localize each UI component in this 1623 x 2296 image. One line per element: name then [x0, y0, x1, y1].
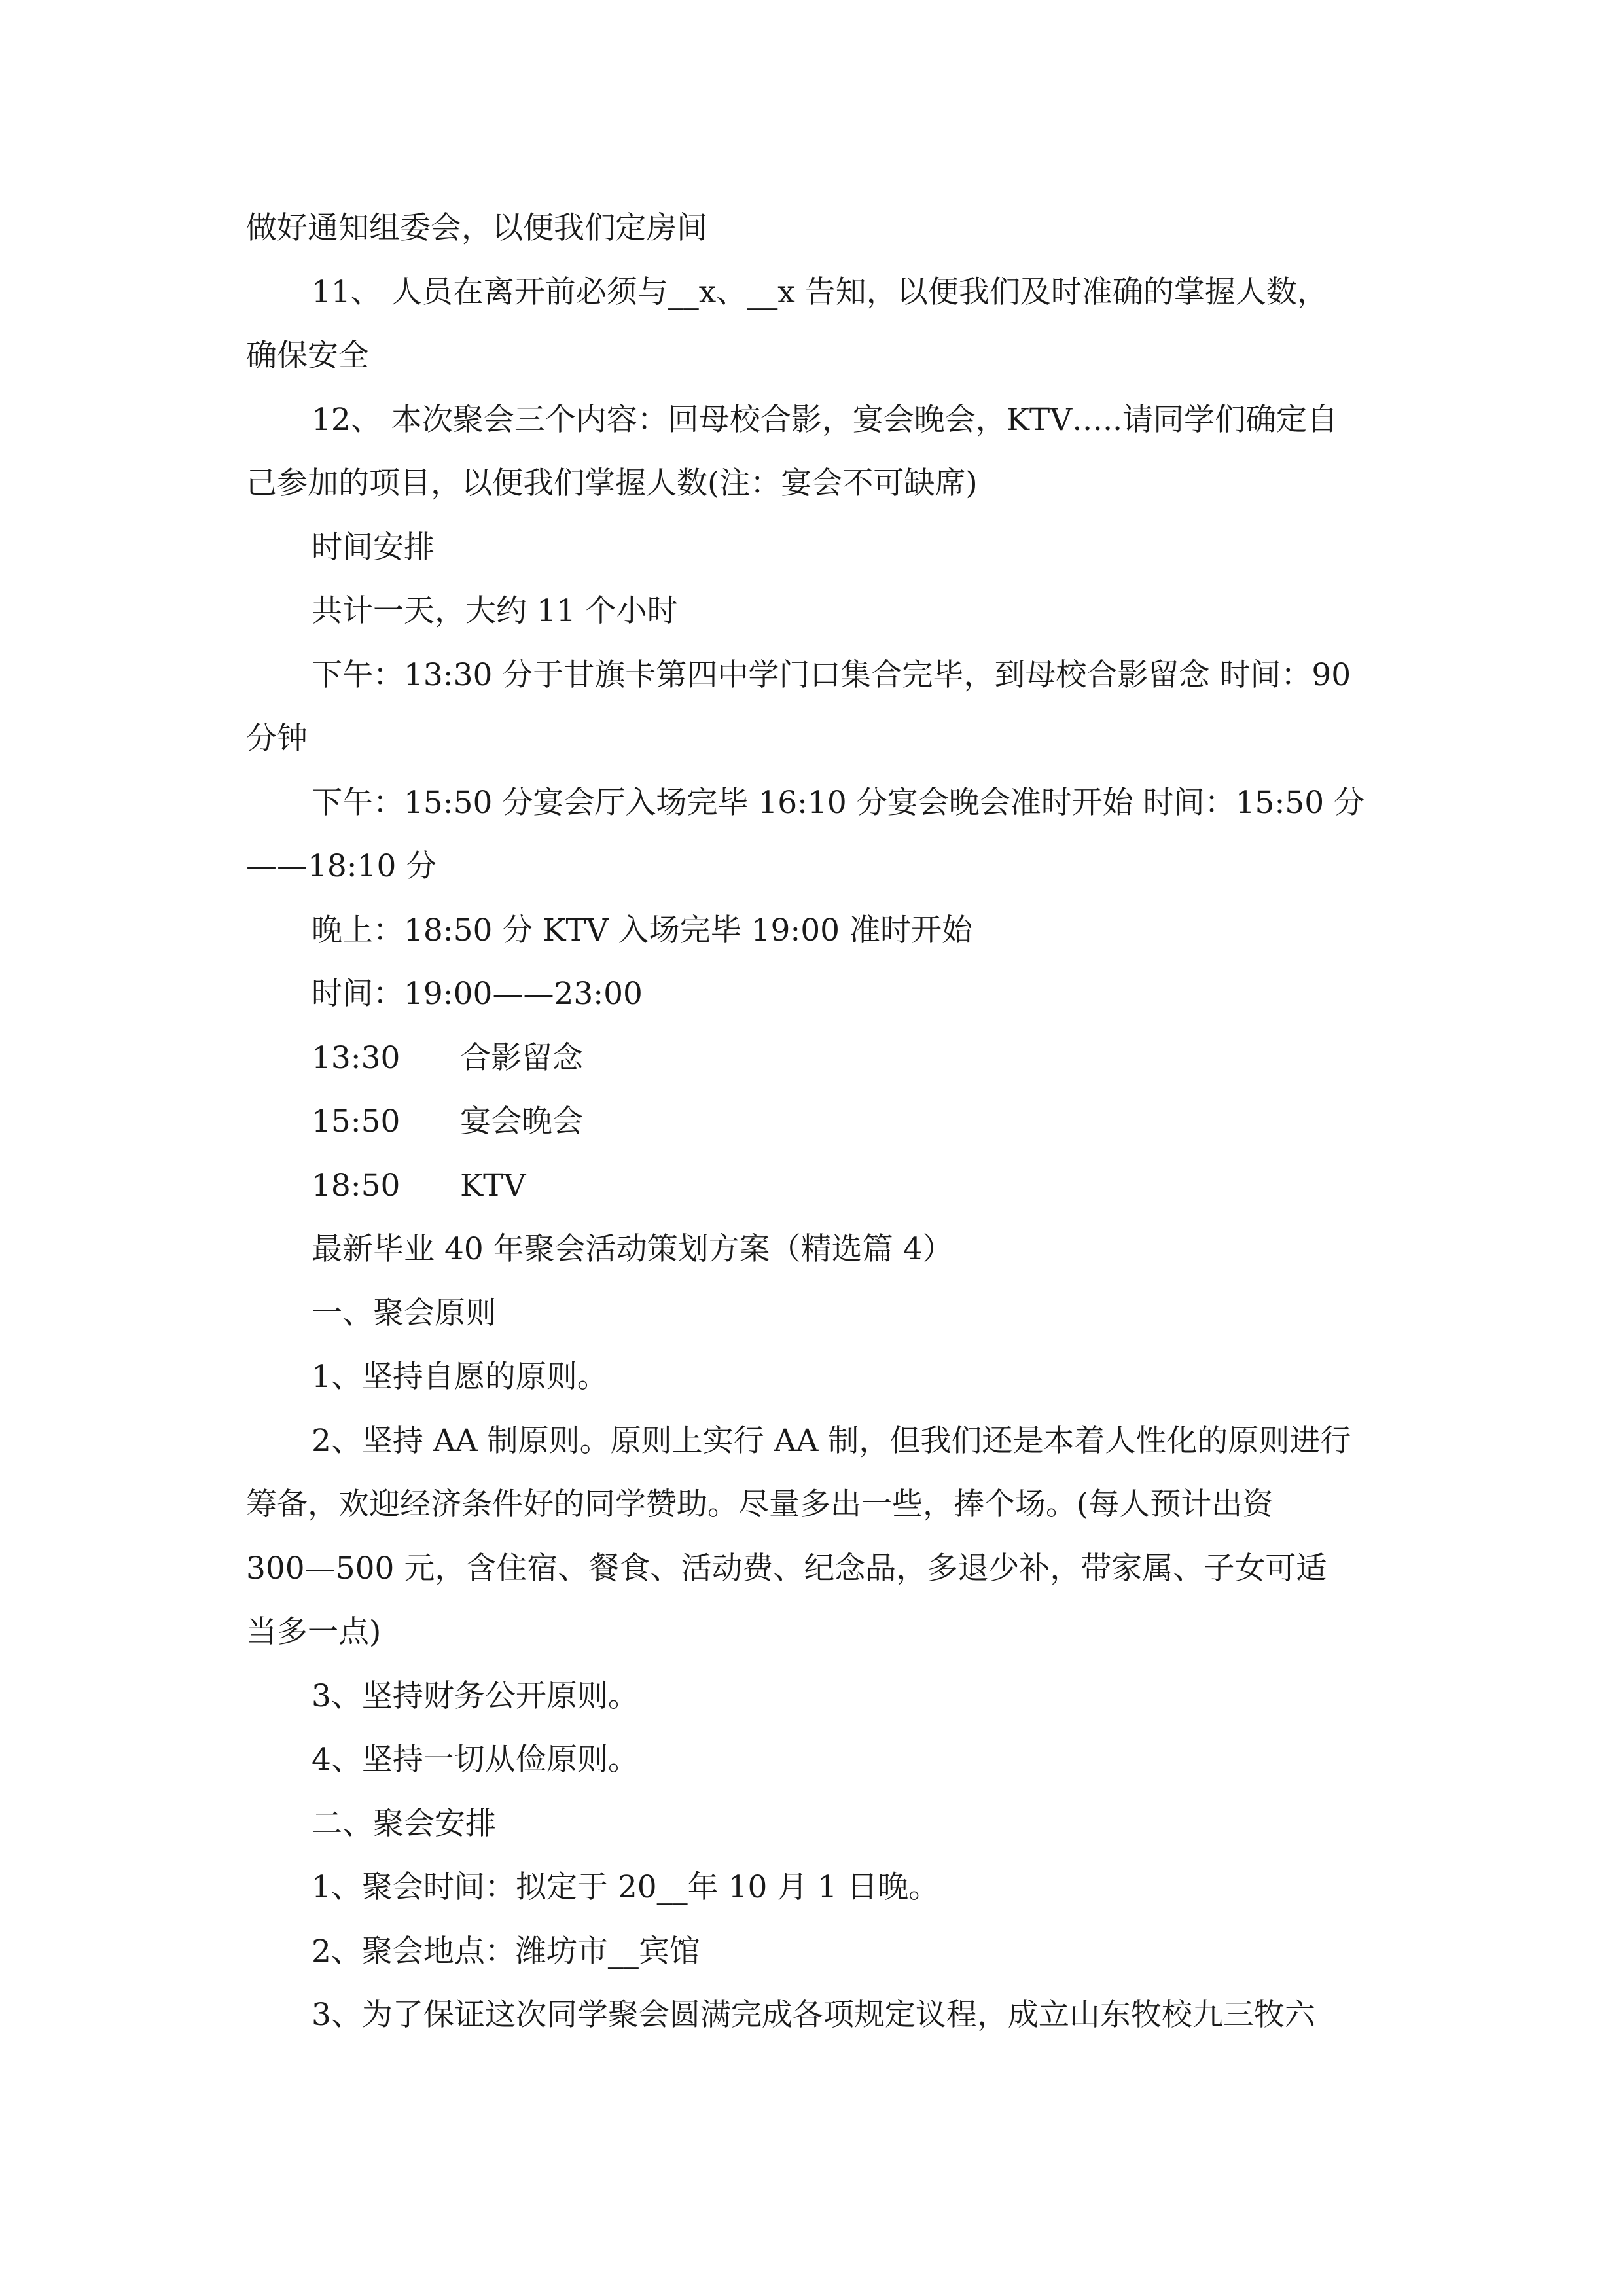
text-line: ——18:10 分: [246, 848, 437, 884]
text-line: 晚上：18:50 分 KTV 入场完毕 19:00 准时开始: [312, 912, 972, 948]
text-line: 下午：15:50 分宴会厅入场完毕 16:10 分宴会晚会准时开始 时间：15:50 分: [312, 784, 1365, 821]
text-line: 11、 人员在离开前必须与__x、__x 告知，以便我们及时准确的掌握人数，: [312, 274, 1328, 310]
text-line: 筹备，欢迎经济条件好的同学赞助。尽量多出一些，捧个场。(每人预计出资: [246, 1486, 1274, 1522]
schedule-list: [246, 1026, 1378, 1218]
text-line: 下午：13:30 分于甘旗卡第四中学门口集合完毕，到母校合影留念 时间：90: [312, 656, 1351, 693]
schedule-time: 13:30: [312, 1039, 401, 1076]
text-line: 2、坚持 AA 制原则。原则上实行 AA 制，但我们还是本着人性化的原则进行: [312, 1422, 1351, 1459]
text-line: 3、坚持财务公开原则。: [312, 1677, 639, 1714]
text-line: 12、 本次聚会三个内容：回母校合影，宴会晚会，KTV…..请同学们确定自: [312, 401, 1338, 438]
schedule-time: 15:50: [312, 1103, 401, 1139]
schedule-time: 18:50: [312, 1167, 401, 1204]
text-line: 4、坚持一切从俭原则。: [312, 1742, 639, 1778]
text-block-top: [246, 196, 1378, 1026]
schedule-activity: KTV: [460, 1167, 526, 1204]
text-line: 一、聚会原则: [312, 1295, 496, 1331]
text-line: 时间安排: [312, 529, 435, 565]
schedule-activity: 宴会晚会: [460, 1103, 583, 1139]
text-line: 时间：19:00——23:00: [312, 976, 643, 1012]
text-line: 最新毕业 40 年聚会活动策划方案（精选篇 4）: [312, 1231, 954, 1267]
text-line: 己参加的项目，以便我们掌握人数(注：宴会不可缺席): [246, 465, 978, 501]
text-line: 确保安全: [246, 338, 369, 374]
text-line: 2、聚会地点：潍坊市__宾馆: [312, 1933, 700, 1969]
schedule-row: [246, 1090, 1378, 1154]
text-line: 做好通知组委会，以便我们定房间: [246, 210, 707, 246]
schedule-row: [246, 1154, 1378, 1218]
text-line: 共计一天，大约 11 个小时: [312, 593, 678, 629]
text-line: 3、为了保证这次同学聚会圆满完成各项规定议程，成立山东牧校九三牧六: [312, 1997, 1315, 2033]
text-line: 当多一点): [246, 1614, 382, 1650]
schedule-row: [246, 1026, 1378, 1090]
text-line: 300—500 元，含住宿、餐食、活动费、纪念品，多退少补，带家属、子女可适: [246, 1550, 1327, 1587]
text-line: 分钟: [246, 721, 308, 757]
text-line: 1、聚会时间：拟定于 20__年 10 月 1 日晚。: [312, 1869, 940, 1905]
text-block-bottom: [246, 1217, 1378, 2047]
text-line: 二、聚会安排: [312, 1805, 496, 1842]
schedule-activity: 合影留念: [460, 1039, 583, 1076]
document-body: [246, 196, 1378, 2047]
text-line: 1、坚持自愿的原则。: [312, 1359, 608, 1395]
